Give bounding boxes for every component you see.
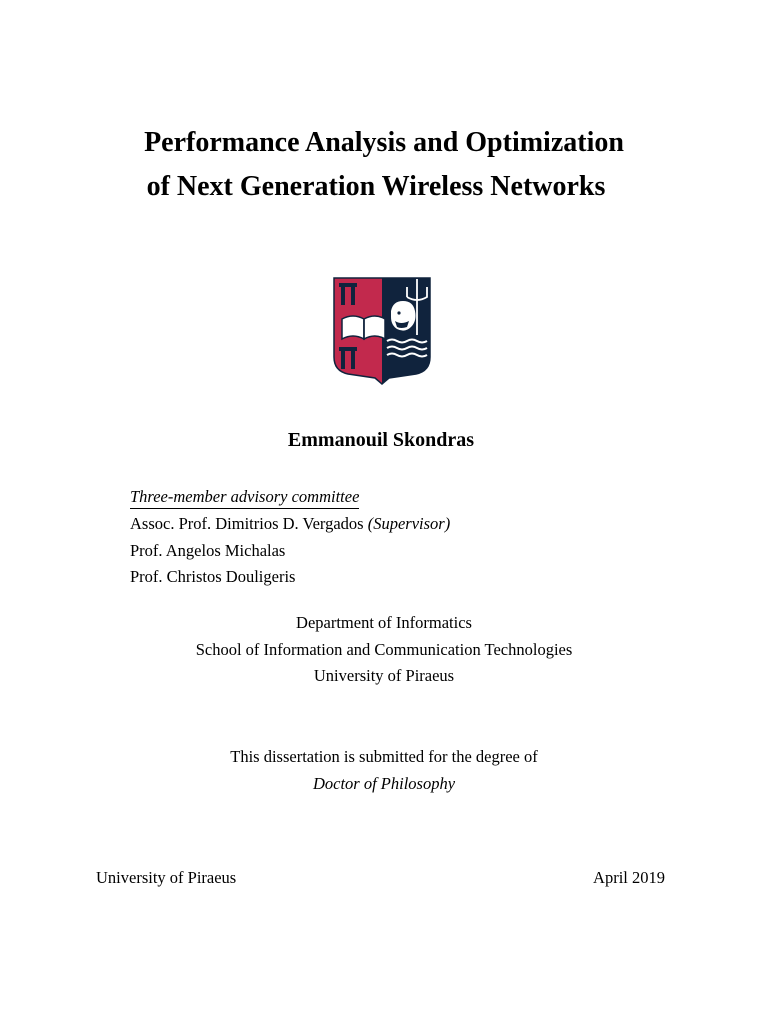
footer-place: University of Piraeus bbox=[96, 868, 237, 887]
school-name: School of Information and Communication Technologies bbox=[195, 639, 573, 659]
committee-member-name: Prof. Angelos Michalas bbox=[130, 540, 286, 560]
title-line-2: of Next Generation Wireless Networks bbox=[146, 171, 606, 202]
university-name: University of Piraeus bbox=[313, 666, 455, 685]
affiliation-block bbox=[0, 610, 768, 690]
title-line-1: Performance Analysis and Optimization bbox=[144, 127, 624, 158]
author-name: Emmanouil Skondras bbox=[287, 429, 475, 451]
degree-statement: This dissertation is submitted for the degree of bbox=[230, 747, 538, 766]
committee-member bbox=[130, 538, 450, 565]
degree-name: Doctor of Philosophy bbox=[312, 774, 456, 793]
advisory-committee bbox=[130, 484, 450, 591]
committee-member-name: Prof. Christos Douligeris bbox=[130, 567, 296, 586]
committee-member-name: Assoc. Prof. Dimitrios D. Vergados bbox=[130, 514, 364, 533]
committee-member bbox=[130, 511, 450, 538]
university-crest-icon bbox=[333, 277, 431, 385]
supervisor-note: (Supervisor) bbox=[367, 514, 451, 533]
degree-block bbox=[0, 743, 768, 797]
committee-member bbox=[130, 564, 450, 591]
department-name: Department of Informatics bbox=[296, 613, 472, 632]
committee-heading: Three-member advisory committee bbox=[130, 486, 359, 509]
footer-date: April 2019 bbox=[593, 868, 665, 887]
